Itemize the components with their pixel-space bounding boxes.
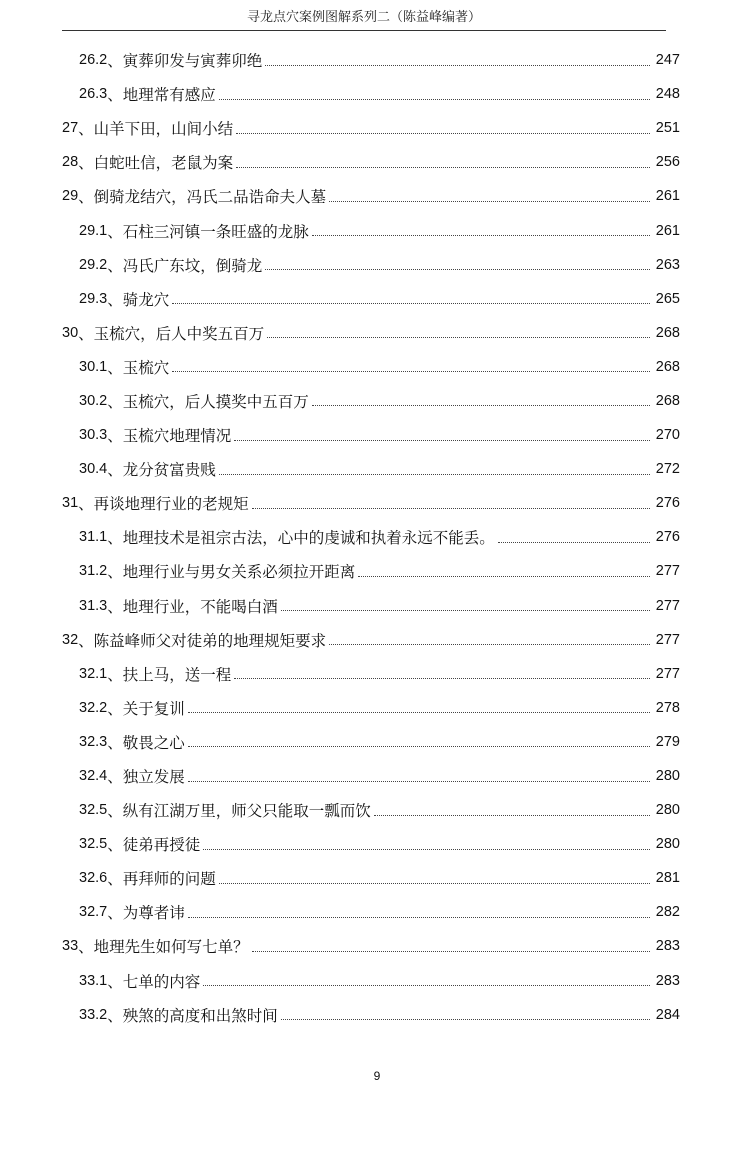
toc-entry-separator: 、	[107, 802, 123, 821]
toc-entry-number: 28	[62, 154, 79, 171]
toc-entry-number: 33.2	[79, 1006, 108, 1023]
dot-leader	[312, 404, 650, 406]
toc-entry-separator: 、	[107, 86, 123, 105]
toc-entry-title: 纵有江湖万里，师父只能取一瓢而饮	[122, 802, 371, 821]
toc-entry-separator: 、	[107, 768, 123, 787]
toc-entry-separator: 、	[107, 392, 123, 411]
toc-entry[interactable]	[0, 623, 754, 657]
toc-entry-page: 247	[655, 52, 680, 69]
dot-leader	[203, 984, 650, 986]
toc-entry-page: 268	[655, 324, 680, 341]
toc-entry-page: 284	[655, 1006, 680, 1023]
dot-leader	[188, 780, 650, 782]
toc-entry-title: 龙分贫富贵贱	[122, 461, 216, 480]
toc-entry-number: 26.2	[79, 52, 108, 69]
toc-entry-title: 七单的内容	[122, 972, 201, 991]
dot-leader	[234, 439, 650, 441]
dot-leader	[281, 1018, 650, 1020]
toc-entry-separator: 、	[78, 188, 94, 207]
toc-entry-title: 扶上马，送一程	[122, 665, 232, 684]
toc-entry-page: 261	[655, 222, 680, 239]
toc-entry-title: 殃煞的高度和出煞时间	[122, 1006, 278, 1025]
toc-entry-title: 陈益峰师父对徒弟的地理规矩要求	[93, 631, 327, 650]
page-number: 9	[373, 1069, 381, 1083]
dot-leader	[329, 643, 650, 645]
header-title: 寻龙点穴案例图解系列二（陈益峰编著）	[246, 10, 481, 25]
toc-entry-number: 29.2	[79, 256, 108, 273]
toc-entry-page: 281	[655, 870, 680, 887]
toc-entry[interactable]	[0, 657, 754, 691]
toc-entry-title: 冯氏广东坟，倒骑龙	[122, 256, 263, 275]
toc-entry-title: 地理常有感应	[122, 86, 216, 105]
toc-entry[interactable]	[0, 350, 754, 384]
dot-leader	[265, 64, 650, 66]
dot-leader	[188, 711, 650, 713]
toc-entry-separator: 、	[78, 120, 94, 139]
toc-entry-page: 279	[655, 733, 680, 750]
toc-entry-number: 30.4	[79, 461, 108, 478]
toc-entry-page: 256	[655, 154, 680, 171]
dot-leader	[236, 166, 650, 168]
toc-entry-title: 倒骑龙结穴，冯氏二品诰命夫人墓	[93, 188, 327, 207]
toc-entry[interactable]	[0, 520, 754, 554]
toc-entry-title: 白蛇吐信，老鼠为案	[93, 154, 234, 173]
toc-entry-page: 263	[655, 256, 680, 273]
toc-entry[interactable]	[0, 895, 754, 929]
toc-entry-separator: 、	[107, 358, 123, 377]
dot-leader	[236, 132, 650, 134]
dot-leader	[172, 370, 650, 372]
toc-entry[interactable]	[0, 725, 754, 759]
toc-entry-number: 32.3	[79, 733, 108, 750]
toc-entry[interactable]	[0, 486, 754, 520]
toc-entry-page: 272	[655, 461, 680, 478]
toc-entry-title: 地理先生如何写七单？	[93, 938, 249, 957]
toc-entry-number: 31.1	[79, 529, 108, 546]
toc-entry[interactable]	[0, 384, 754, 418]
toc-entry-number: 33	[62, 938, 79, 955]
toc-entry-page: 283	[655, 972, 680, 989]
toc-entry[interactable]	[0, 179, 754, 213]
dot-leader	[267, 336, 650, 338]
dot-leader	[252, 507, 650, 509]
toc-entry-title: 敬畏之心	[122, 733, 185, 752]
toc-entry-separator: 、	[78, 938, 94, 957]
toc-entry-number: 32.2	[79, 699, 108, 716]
toc-entry-page: 261	[655, 188, 680, 205]
toc-entry-title: 石柱三河镇一条旺盛的龙脉	[122, 222, 309, 241]
toc-entry-number: 30.2	[79, 392, 108, 409]
toc-entry[interactable]	[0, 145, 754, 179]
toc-entry-title: 再谈地理行业的老规矩	[93, 495, 249, 514]
toc-entry-separator: 、	[107, 904, 123, 923]
toc-entry-title: 关于复训	[122, 699, 185, 718]
toc-entry-separator: 、	[107, 290, 123, 309]
toc-entry-separator: 、	[107, 563, 123, 582]
toc-entry-page: 268	[655, 392, 680, 409]
toc-entry-title: 地理技术是祖宗古法，心中的虔诚和执着永远不能丢。	[122, 529, 495, 548]
toc-entry-page: 277	[655, 563, 680, 580]
toc-entry-title: 为尊者讳	[122, 904, 185, 923]
toc-entry-title: 再拜师的问题	[122, 870, 216, 889]
toc-entry-title: 骑龙穴	[122, 290, 170, 309]
toc-entry[interactable]	[0, 827, 754, 861]
toc-entry-number: 32.4	[79, 768, 108, 785]
toc-entry-number: 31.3	[79, 597, 108, 614]
dot-leader	[188, 745, 650, 747]
toc-entry-title: 徒弟再授徒	[122, 836, 201, 855]
dot-leader	[203, 848, 650, 850]
toc-entry-number: 29.3	[79, 290, 108, 307]
toc-entry-page: 276	[655, 529, 680, 546]
toc-entry-number: 31.2	[79, 563, 108, 580]
toc-entry[interactable]	[0, 282, 754, 316]
dot-leader	[219, 882, 650, 884]
toc-entry[interactable]	[0, 77, 754, 111]
toc-entry[interactable]	[0, 213, 754, 247]
toc-entry-separator: 、	[107, 665, 123, 684]
toc-entry-separator: 、	[107, 699, 123, 718]
toc-entry[interactable]	[0, 759, 754, 793]
toc-entry-title: 玉梳穴，后人中奖五百万	[93, 324, 265, 343]
toc-entry-separator: 、	[107, 52, 123, 71]
dot-leader	[265, 268, 650, 270]
toc-entry-title: 寅葬卯发与寅葬卯绝	[122, 52, 263, 71]
toc-entry-number: 32.6	[79, 870, 108, 887]
toc-entry-number: 32	[62, 631, 79, 648]
dot-leader	[498, 541, 650, 543]
toc-entry-separator: 、	[78, 154, 94, 173]
toc-entry-title: 独立发展	[122, 768, 185, 787]
toc-entry[interactable]	[0, 43, 754, 77]
dot-leader	[374, 814, 650, 816]
toc-entry-page: 280	[655, 836, 680, 853]
dot-leader	[234, 677, 650, 679]
toc-entry-number: 32.5	[79, 802, 108, 819]
toc-entry-number: 26.3	[79, 86, 108, 103]
toc-entry-page: 280	[655, 768, 680, 785]
toc-entry[interactable]	[0, 691, 754, 725]
toc-entry[interactable]	[0, 248, 754, 282]
dot-leader	[252, 950, 650, 952]
toc-entry-separator: 、	[107, 529, 123, 548]
toc-entry-separator: 、	[107, 972, 123, 991]
toc-entry-separator: 、	[107, 836, 123, 855]
toc-entry-title: 山羊下田，山间小结	[93, 120, 234, 139]
toc-entry-page: 277	[655, 597, 680, 614]
toc-entry-title: 玉梳穴	[122, 358, 170, 377]
toc-entry-separator: 、	[107, 461, 123, 480]
page-header	[62, 8, 666, 31]
toc-entry-separator: 、	[107, 733, 123, 752]
toc-entry[interactable]	[0, 861, 754, 895]
toc-entry-page: 276	[655, 495, 680, 512]
toc-entry-number: 29	[62, 188, 79, 205]
toc-entry[interactable]	[0, 589, 754, 623]
toc-entry-title: 玉梳穴，后人摸奖中五百万	[122, 392, 309, 411]
toc-entry[interactable]	[0, 964, 754, 998]
toc-entry-number: 33.1	[79, 972, 108, 989]
toc-entry-page: 278	[655, 699, 680, 716]
toc-entry-separator: 、	[107, 597, 123, 616]
toc-entry[interactable]	[0, 316, 754, 350]
table-of-contents	[0, 43, 754, 1032]
toc-entry-page: 280	[655, 802, 680, 819]
toc-entry-separator: 、	[107, 222, 123, 241]
toc-entry-page: 277	[655, 665, 680, 682]
toc-entry-page: 268	[655, 358, 680, 375]
toc-entry-separator: 、	[78, 495, 94, 514]
toc-entry[interactable]	[0, 998, 754, 1032]
toc-entry-title: 玉梳穴地理情况	[122, 427, 232, 446]
toc-entry-title: 地理行业，不能喝白酒	[122, 597, 278, 616]
dot-leader	[358, 575, 650, 577]
toc-entry-separator: 、	[107, 427, 123, 446]
toc-entry-separator: 、	[107, 256, 123, 275]
toc-entry-page: 248	[655, 86, 680, 103]
dot-leader	[172, 302, 650, 304]
toc-entry-page: 282	[655, 904, 680, 921]
toc-entry-page: 265	[655, 290, 680, 307]
dot-leader	[312, 234, 650, 236]
toc-entry-number: 32.1	[79, 665, 108, 682]
toc-entry-number: 31	[62, 495, 79, 512]
dot-leader	[281, 609, 650, 611]
toc-entry-number: 29.1	[79, 222, 108, 239]
toc-entry[interactable]	[0, 793, 754, 827]
toc-entry-separator: 、	[78, 631, 94, 650]
toc-entry-page: 270	[655, 427, 680, 444]
toc-entry-separator: 、	[107, 1006, 123, 1025]
toc-entry-title: 地理行业与男女关系必须拉开距离	[122, 563, 356, 582]
toc-entry[interactable]	[0, 111, 754, 145]
toc-entry-number: 32.5	[79, 836, 108, 853]
toc-entry-separator: 、	[78, 324, 94, 343]
toc-entry[interactable]	[0, 929, 754, 963]
toc-entry-page: 283	[655, 938, 680, 955]
toc-entry-separator: 、	[107, 870, 123, 889]
toc-entry-page: 277	[655, 631, 680, 648]
dot-leader	[329, 200, 650, 202]
dot-leader	[219, 473, 650, 475]
toc-entry-number: 27	[62, 120, 79, 137]
toc-entry-number: 30	[62, 324, 79, 341]
toc-entry-number: 32.7	[79, 904, 108, 921]
toc-entry[interactable]	[0, 418, 754, 452]
toc-entry-page: 251	[655, 120, 680, 137]
toc-entry[interactable]	[0, 452, 754, 486]
toc-entry-number: 30.3	[79, 427, 108, 444]
dot-leader	[219, 98, 650, 100]
dot-leader	[188, 916, 650, 918]
toc-entry[interactable]	[0, 554, 754, 588]
toc-entry-number: 30.1	[79, 358, 108, 375]
